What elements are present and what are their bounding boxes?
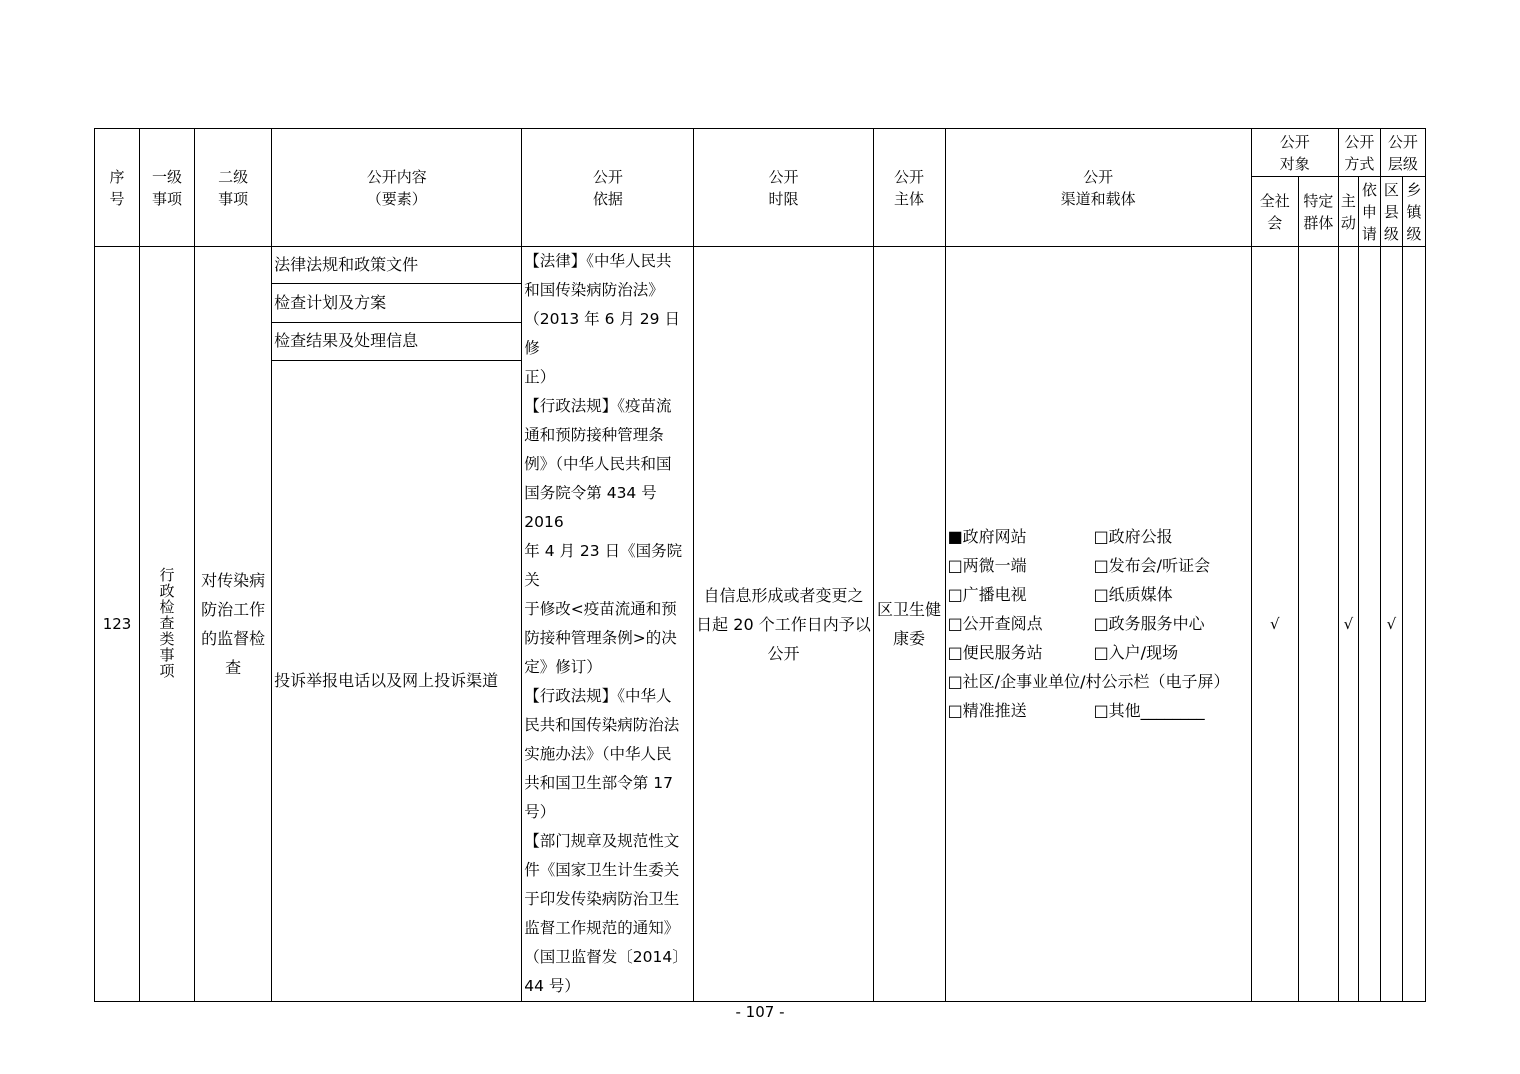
row-level1: 行政检查类事项	[140, 247, 195, 1002]
mark-method-request	[1358, 247, 1380, 1002]
channel-item: □政务服务中心	[1093, 614, 1205, 633]
content-item: 投诉举报电话以及网上投诉渠道	[272, 361, 522, 1002]
channel-item: ■政府网站	[947, 527, 1027, 546]
mark-level-county: √	[1380, 247, 1402, 1002]
channel-item: □社区/企事业单位/村公示栏（电子屏）	[947, 672, 1230, 691]
header-method: 公开 方式	[1338, 129, 1380, 177]
mark-target-specific	[1298, 247, 1338, 1002]
channel-item: □两微一端	[947, 556, 1027, 575]
channel-item: □入户/现场	[1093, 643, 1179, 662]
header-time-limit: 公开 时限	[694, 129, 873, 247]
header-method-active: 主 动	[1338, 177, 1358, 247]
header-target-all: 全社 会	[1251, 177, 1298, 247]
content-item: 法律法规和政策文件	[272, 247, 522, 284]
content-item: 检查计划及方案	[272, 284, 522, 322]
header-channels: 公开 渠道和载体	[945, 129, 1251, 247]
channel-item: □便民服务站	[947, 643, 1043, 662]
row-basis: 【法律】《中华人民共 和国传染病防治法》 （2013 年 6 月 29 日修 正） 【行政法规】《疫苗流 通和预防接种管理条 例》（中华人民共和国 国务院令第 434 号 2016 年 4 月 23 日《国务院关 于修改<疫苗流通和预 防接种管理条例>的决 定》修订） 【行政法规】《中华人 民共和国传染病防治法 实施办法》（中华人民 共和国卫生部令第 17 号） 【部门规章及规范性文 件《国家卫生计生委关 于印发传染病防治卫生 监督工作规范的通知》 （国卫监督发〔2014〕 44 号）	[522, 247, 694, 1002]
header-target-specific: 特定 群体	[1298, 177, 1338, 247]
channel-item: □其他________	[1093, 701, 1205, 720]
header-seq: 序 号	[95, 129, 140, 247]
channel-item: □精准推送	[947, 701, 1027, 720]
header-basis: 公开 依据	[522, 129, 694, 247]
channel-item: □发布会/听证会	[1093, 556, 1211, 575]
header-target: 公开 对象	[1251, 129, 1338, 177]
row-channels	[945, 247, 1251, 1002]
row-seq: 123	[95, 247, 140, 1002]
mark-target-all: √	[1251, 247, 1298, 1002]
header-content: 公开内容 （要素）	[272, 129, 522, 247]
channel-item: □纸质媒体	[1093, 585, 1173, 604]
row-level2: 对传染病 防治工作 的监督检 查	[195, 247, 272, 1002]
mark-method-active: √	[1338, 247, 1358, 1002]
header-level1: 一级 事项	[140, 129, 195, 247]
header-level2: 二级 事项	[195, 129, 272, 247]
mark-level-town	[1402, 247, 1425, 1002]
header-level-town: 乡 镇 级	[1402, 177, 1425, 247]
disclosure-table	[94, 128, 1426, 1002]
channel-item: □广播电视	[947, 585, 1027, 604]
channel-item: □政府公报	[1093, 527, 1173, 546]
page-number: - 107 -	[735, 1003, 785, 1021]
row-time-limit: 自信息形成或者变更之 日起 20 个工作日内予以 公开	[694, 247, 873, 1002]
content-item: 检查结果及处理信息	[272, 322, 522, 360]
header-level: 公开 层级	[1380, 129, 1425, 177]
row-subject: 区卫生健 康委	[873, 247, 945, 1002]
header-level-county: 区 县 级	[1380, 177, 1402, 247]
header-method-request: 依 申 请	[1358, 177, 1380, 247]
header-subject: 公开 主体	[873, 129, 945, 247]
channel-item: □公开查阅点	[947, 614, 1043, 633]
